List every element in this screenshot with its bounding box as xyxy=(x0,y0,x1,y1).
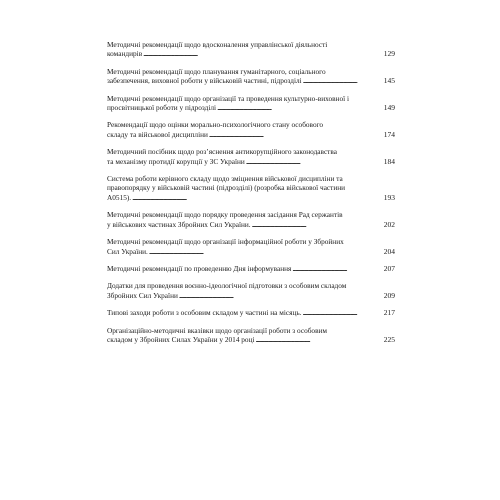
toc-entry[interactable] xyxy=(107,308,395,317)
toc-entry-title-line: Методичні рекомендації щодо вдосконалення управлінської діяльності xyxy=(107,40,328,49)
toc-leader-dots xyxy=(292,264,382,273)
toc-entry[interactable] xyxy=(107,40,395,59)
toc-leader-dots xyxy=(209,130,383,139)
toc-entry[interactable] xyxy=(107,264,395,273)
toc-page-number: 145 xyxy=(383,76,395,86)
toc-entry-title-line: Організаційно-методичні вказівки щодо організації роботи з особовим xyxy=(107,325,328,335)
toc-leader-dots xyxy=(149,247,383,256)
toc-page-number: 149 xyxy=(383,103,395,113)
toc-entry[interactable] xyxy=(107,147,395,166)
toc-entry-title-tail: Сил України. xyxy=(107,246,148,256)
toc-leader-dots xyxy=(246,157,383,166)
toc-entry-title-tail: А0515). xyxy=(107,192,132,202)
toc-entry[interactable] xyxy=(107,94,395,113)
toc-leader-dots xyxy=(132,193,383,202)
toc-entry-title-line: Методичні рекомендації щодо планування гуманітарного, соціального xyxy=(107,66,326,76)
toc-leader-dots xyxy=(179,291,383,300)
toc-page-number: 209 xyxy=(383,290,395,300)
toc-entry[interactable] xyxy=(107,210,395,229)
toc-entry[interactable] xyxy=(107,326,395,345)
toc-leader-dots xyxy=(143,49,383,58)
toc-entry-title-tail: забезпечення, виховної роботи у військовій частині, підрозділі xyxy=(107,76,302,86)
toc-entry[interactable] xyxy=(107,281,395,300)
toc-entry-title-line: Система роботи керівного складу щодо зміцнення військової дисципліни та xyxy=(107,174,343,184)
toc-entry-title-tail: складу та військової дисципліни xyxy=(107,129,208,139)
toc-leader-dots xyxy=(303,308,383,317)
toc-entry-title-line: Методичні рекомендації щодо організації та проведення культурно-виховної і xyxy=(107,93,349,103)
toc-entry-title-tail: командирів xyxy=(107,49,143,59)
toc-entry[interactable] xyxy=(107,237,395,256)
toc-page-number: 193 xyxy=(383,192,395,202)
toc-page-number: 204 xyxy=(383,246,395,256)
table-of-contents xyxy=(107,40,395,344)
toc-page-number: 207 xyxy=(383,263,395,273)
toc-entry-title-line: Додатки для проведення воєнно-ідеологічної підготовки з особовим складом xyxy=(107,281,347,291)
toc-leader-dots xyxy=(252,220,383,229)
toc-entry-title-tail: Збройних Сил України xyxy=(107,290,178,300)
toc-entry-title-tail: Типові заходи роботи з особовим складом у частині на місяць. xyxy=(107,308,302,318)
toc-entry-title-tail: у військових частинах Збройних Сил України. xyxy=(107,219,251,229)
toc-page-number: 184 xyxy=(383,156,395,166)
toc-page-number: 174 xyxy=(383,129,395,139)
toc-page-number: 225 xyxy=(383,334,395,344)
toc-leader-dots xyxy=(303,76,383,85)
toc-page-number: 217 xyxy=(383,308,395,318)
toc-entry-title-line: правопорядку у військовій частині (підрозділі) (розробка військової частини xyxy=(107,183,346,193)
toc-entry[interactable] xyxy=(107,120,395,139)
toc-entry-title-tail: Методичні рекомендації по проведенню Дня інформування xyxy=(107,263,292,273)
toc-entry[interactable] xyxy=(107,174,395,202)
toc-entry-title-line: Методичний посібник щодо роз’яснення антикорупційного законодавства xyxy=(107,147,337,157)
toc-leader-dots xyxy=(217,103,383,112)
toc-entry-title-tail: просвітницької роботи у підрозділі xyxy=(107,103,217,113)
toc-leader-dots xyxy=(256,335,383,344)
toc-page-number: 202 xyxy=(383,219,395,229)
toc-entry-title-tail: складом у Збройних Силах України у 2014 році xyxy=(107,334,255,344)
toc-entry-title-line: Методичні рекомендації щодо порядку проведення засідання Рад сержантів xyxy=(107,210,343,220)
toc-entry-title-tail: та механізму протидії корупції у ЗС України xyxy=(107,156,245,166)
toc-entry[interactable] xyxy=(107,67,395,86)
toc-entry-title-line: Рекомендації щодо оцінки морально-психологічного стану особового xyxy=(107,120,324,130)
toc-entry-title-line: Методичні рекомендації щодо організації інформаційної роботи у Збройних xyxy=(107,237,344,247)
toc-page-number: 129 xyxy=(383,49,395,59)
